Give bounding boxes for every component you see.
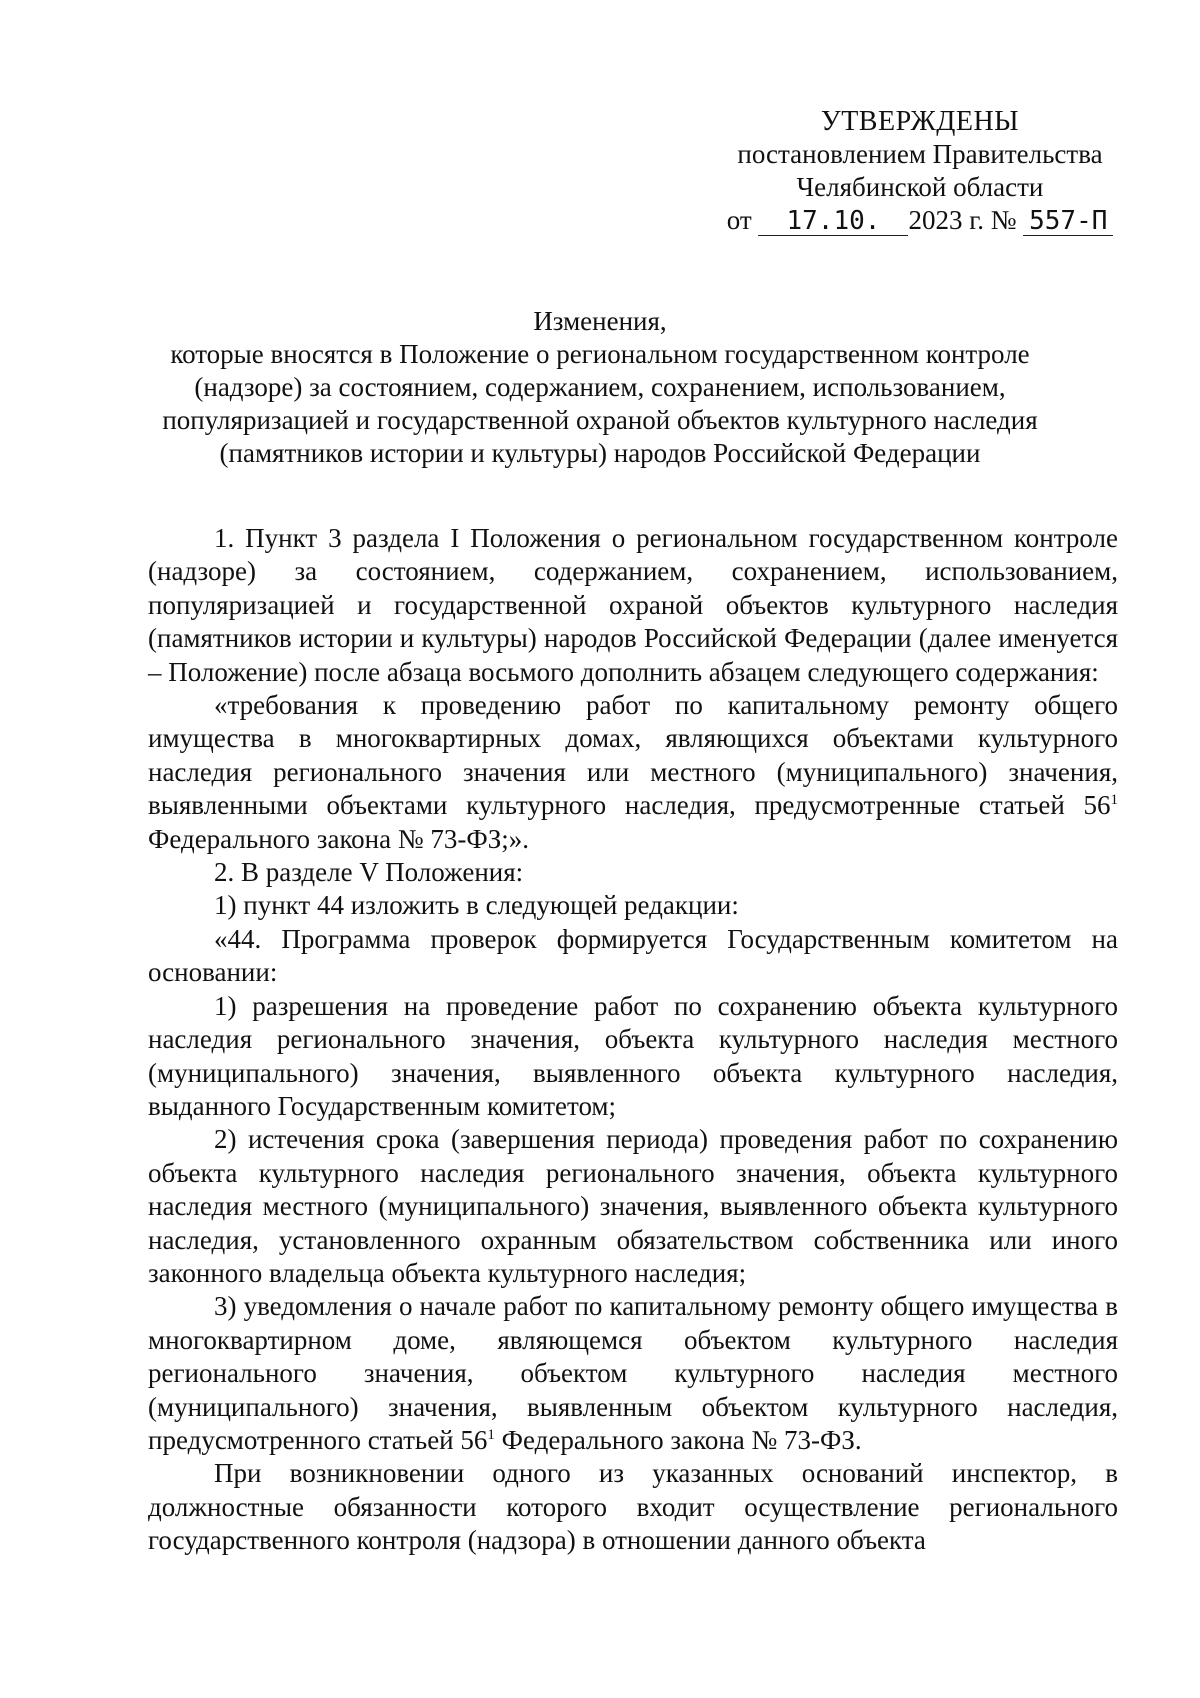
approval-number: 557-П xyxy=(1023,207,1113,236)
paragraph-8-text-a: 3) уведомления о начале работ по капитальному ремонту общего имущества в многоквартирном доме, являющемся объектом культурного наследия регионального значения, объектом культурного наследия местного (муниципального) значения, выявленным объектом культурного наследия, предусмотренного статьей 56 xyxy=(148,1291,1118,1455)
paragraph-4: 1) пункт 44 изложить в следующей редакции: xyxy=(214,890,739,921)
approval-line-1: постановлением Правительства xyxy=(737,139,1103,169)
paragraph-8 xyxy=(148,1290,1118,1457)
paragraph-9: При возникновении одного из указанных оснований инспектор, в должностные обязанности которого входит осуществление регионального государственного контроля (надзора) в отношении данного объекта xyxy=(148,1458,1118,1556)
title-line-5: (памятников истории и культуры) народов Российской Федерации xyxy=(219,438,981,468)
approval-line-2: Челябинской области xyxy=(796,172,1044,202)
approval-date-line xyxy=(720,204,1120,237)
paragraph-2-superscript: 1 xyxy=(1110,792,1118,809)
paragraph-6: 1) разрешения на проведение работ по сохранению объекта культурного наследия регионального значения, объекта культурного наследия местного (муниципального) значения, выявленного объекта культурного наследия, выданного Государственным комитетом; xyxy=(148,990,1118,1121)
approval-from-prefix: от xyxy=(726,205,752,235)
approval-stamp xyxy=(720,105,1120,237)
paragraph-8-text-b: Федерального закона № 73-ФЗ. xyxy=(494,1424,862,1455)
title-line-2: которые вносятся в Положение о региональном государственном контроле xyxy=(170,339,1030,369)
paragraph-2-text-a: «требования к проведению работ по капитальному ремонту общего имущества в многоквартирных домах, являющихся объектами культурного наследия регионального значения или местного (муниципального) значения, выявленными объектами культурного наследия, предусмотренные статьей 56 xyxy=(148,690,1118,821)
paragraph-3: 2. В разделе V Положения: xyxy=(214,857,524,888)
paragraph-2 xyxy=(148,689,1118,856)
document-title xyxy=(140,305,1060,470)
approval-date: 17.10. xyxy=(758,207,908,236)
approval-year: 2023 г. № xyxy=(908,205,1017,235)
paragraph-5: «44. Программа проверок формируется Государственным комитетом на основании: xyxy=(148,923,1118,988)
title-line-4: популяризацией и государственной охраной объектов культурного наследия xyxy=(162,405,1038,435)
approval-heading: УТВЕРЖДЕНЫ xyxy=(820,106,1020,137)
paragraph-2-text-b: Федерального закона № 73-ФЗ;». xyxy=(148,823,529,854)
paragraph-7: 2) истечения срока (завершения периода) проведения работ по сохранению объекта культурного наследия регионального значения, объекта культурного наследия местного (муниципального) значения, выявленного объекта культурного наследия, установленного охранным обязательством собственника или иного законного владельца объекта культурного наследия; xyxy=(148,1124,1118,1288)
title-line-3: (надзоре) за состоянием, содержанием, сохранением, использованием, xyxy=(194,372,1006,402)
paragraph-8-superscript: 1 xyxy=(487,1426,495,1443)
title-line-1: Изменения, xyxy=(533,306,667,336)
document-body xyxy=(148,522,1118,1558)
paragraph-1: 1. Пункт 3 раздела I Положения о региональном государственном контроле (надзоре) за состоянием, содержанием, сохранением, использованием, популяризацией и государственной охраной объектов культурного наследия (памятников истории и культуры) народов Российской Федерации (далее именуется – Положение) после абзаца восьмого дополнить абзацем следующего содержания: xyxy=(148,523,1118,687)
